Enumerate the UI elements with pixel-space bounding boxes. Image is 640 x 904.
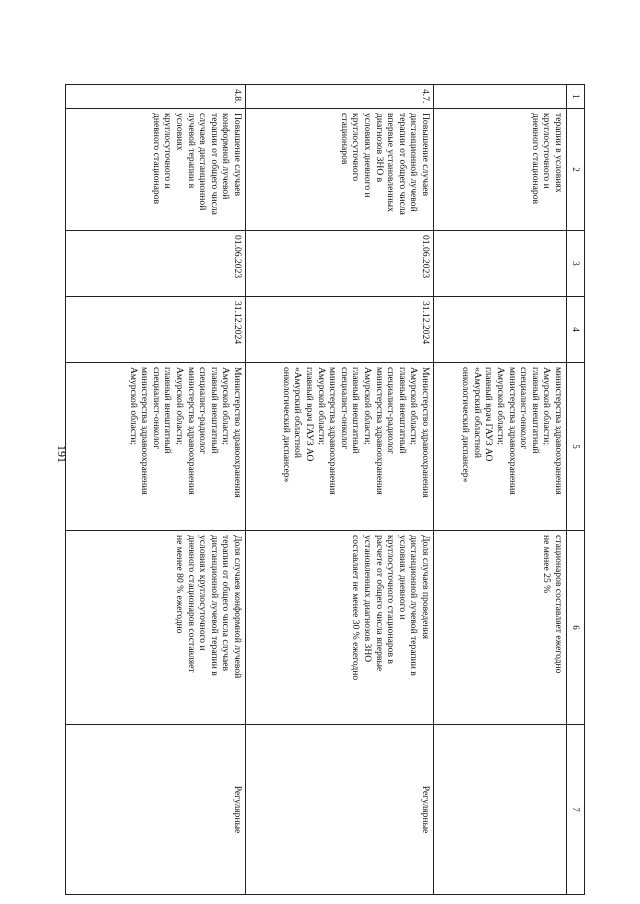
rotated-page-content xyxy=(65,84,585,894)
header-cell: 1 xyxy=(567,85,585,109)
header-cell: 6 xyxy=(567,531,585,725)
header-cell: 3 xyxy=(567,231,585,297)
header-cell: 2 xyxy=(567,109,585,231)
start-date-cell: 01.06.2023 xyxy=(66,231,246,297)
end-date-cell: 31.12.2024 xyxy=(66,297,246,363)
plan-table xyxy=(65,84,585,895)
responsible-cell: Министерство здравоохранения Амурской области; главный внештатный специалист-радиолог министерства здравоохранения Амурской области; главный внештатный специалист-онколог министерства здравоохранения Амурской области; главный врач ГАУЗ АО «Амурский областной онкологический диспансер» xyxy=(246,363,434,531)
event-cell: Повышение случаев дистанционной лучевой терапии от общего числа впервые установленных диагнозов ЗНО в условиях дневного и круглосуточного стационаров xyxy=(246,109,434,231)
end-date-cell xyxy=(434,297,567,363)
header-cell: 5 xyxy=(567,363,585,531)
result-cell: Доля случаев конформной лучевой терапии от общего числа случаев дистанционной лучевой терапии в условиях круглосуточного и дневного стационаров составляет не менее 80 % ежегодно xyxy=(66,531,246,725)
table-row xyxy=(434,85,567,895)
start-date-cell: 01.06.2023 xyxy=(246,231,434,297)
header-cell: 7 xyxy=(567,725,585,895)
header-cell: 4 xyxy=(567,297,585,363)
table-row xyxy=(66,85,246,895)
periodicity-cell: Регулярные xyxy=(66,725,246,895)
page-number: 191 xyxy=(55,445,69,463)
table-header-row xyxy=(567,85,585,895)
periodicity-cell xyxy=(434,725,567,895)
periodicity-cell: Регулярные xyxy=(246,725,434,895)
row-number-cell: 4.7. xyxy=(246,85,434,109)
event-cell: Повышение случаев конформной лучевой терапии от общего числа случаев дистанционной лучевой терапии в условиях круглосуточного и дневного стационаров xyxy=(66,109,246,231)
table-row xyxy=(246,85,434,895)
row-number-cell xyxy=(434,85,567,109)
row-number-cell: 4.8. xyxy=(66,85,246,109)
responsible-cell: Министерство здравоохранения Амурской области; главный внештатный специалист-радиолог министерства здравоохранения Амурской области; главный внештатный специалист-онколог министерства здравоохранения Амурской области; xyxy=(66,363,246,531)
result-cell: Доля случаев проведения дистанционной лучевой терапии в условиях дневного и круглосуточного стационаров в расчете от общего числа впервые установленных диагнозов ЗНО составляет не менее 30 % ежегодно xyxy=(246,531,434,725)
event-cell: терапии в условиях круглосуточного и дневного стационаров xyxy=(434,109,567,231)
responsible-cell: министерства здравоохранения Амурской области; главный внештатный специалист-онколог министерства здравоохранения Амурской области; главный врач ГАУЗ АО «Амурский областной онкологический диспансер» xyxy=(434,363,567,531)
result-cell: стационаров составляет ежегодно не менее 25 % xyxy=(434,531,567,725)
start-date-cell xyxy=(434,231,567,297)
end-date-cell: 31.12.2024 xyxy=(246,297,434,363)
